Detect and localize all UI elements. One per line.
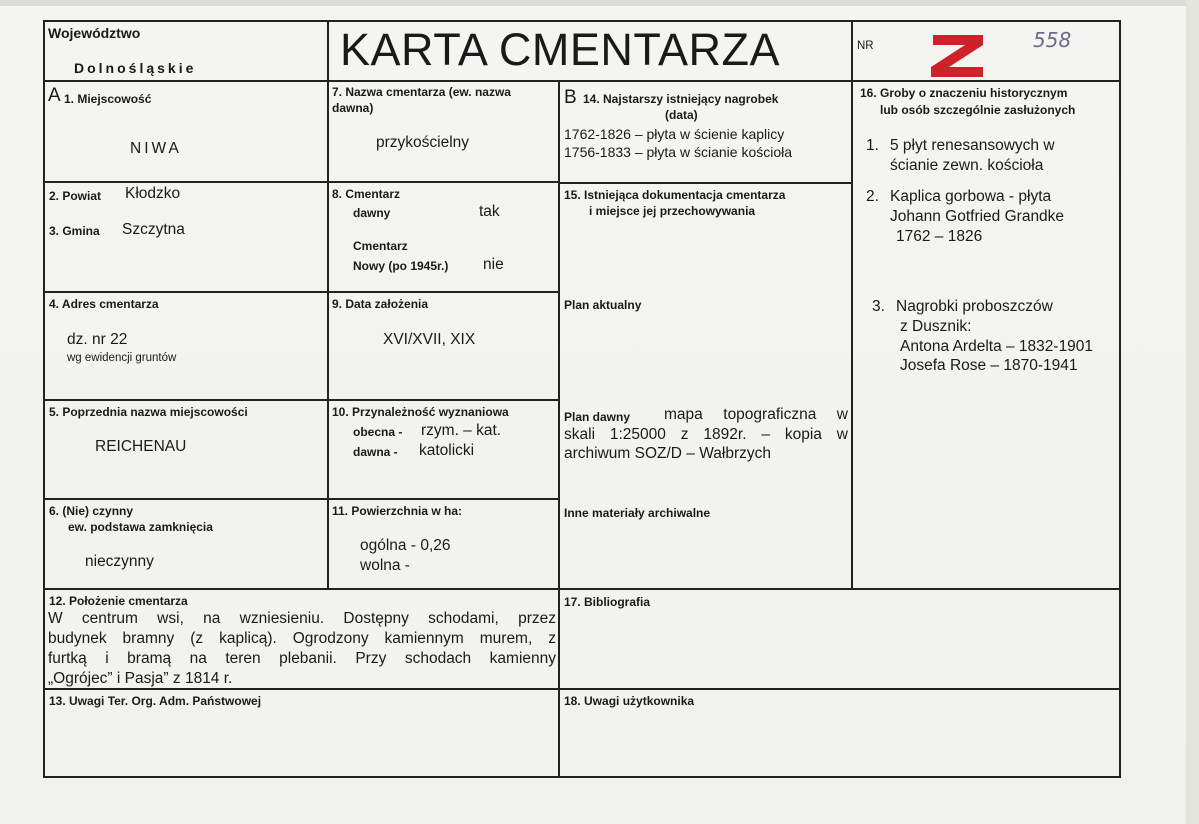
divider-a3 [43,399,558,401]
divider-a2 [43,291,558,293]
field-16-item1-number: 1. [866,137,879,154]
plan-dawny-line3: archiwum SOZ/D – Wałbrzych [564,445,771,462]
field-2-label: 2. Powiat [49,189,102,203]
field-16-item3-line3: Antona Ardelta – 1832-1901 [900,338,1094,355]
field-14-line2: 1756-1833 – płyta w ścianie kościoła [564,144,793,160]
scan-right-edge [1186,0,1199,824]
field-10-label: 10. Przynależność wyznaniowa [332,405,509,419]
field-4-label: 4. Adres cmentarza [49,297,159,311]
field-16-label-line2: lub osób szczególnie zasłużonych [880,103,1076,117]
divider-section12 [43,588,1121,590]
field-11-ogolna: ogólna - 0,26 [360,537,451,554]
column-divider-2 [558,80,560,778]
divider-b1 [558,182,852,184]
section-letter-b: B [564,87,577,108]
field-16-item2-number: 2. [866,188,879,205]
field-16-item1-line2: ścianie zewn. kościoła [890,157,1044,174]
scan-top-edge [0,0,1199,6]
field-3-label: 3. Gmina [49,224,100,238]
section-letter-a: A [48,85,61,106]
field-4-value: dz. nr 22 [67,331,128,348]
field-7-label-line2: dawna) [332,101,374,115]
page-title: KARTA CMENTARZA [340,24,781,75]
field-6-value: nieczynny [85,553,154,570]
field-18-label: 18. Uwagi użytkownika [564,694,695,708]
inne-materialy-label: Inne materiały archiwalne [564,506,711,520]
field-16-label-line1: 16. Groby o znaczeniu historycznym [860,86,1068,100]
plan-aktualny-label: Plan aktualny [564,298,642,312]
field-10-dawna-label: dawna - [353,445,398,459]
field-12-text [48,609,556,689]
field-10-obecna-value: rzym. – kat. [421,422,502,439]
field-4-note: wg ewidencji gruntów [67,352,177,364]
field-14-label-line1: 14. Najstarszy istniejący nagrobek [583,92,779,106]
field-16-item3-number: 3. [872,298,885,315]
field-2-value: Kłodzko [125,185,181,202]
field-9-value: XVI/XVII, XIX [383,331,476,348]
handwritten-number: 558 [1033,28,1072,52]
field-10-obecna-label: obecna - [353,425,403,439]
divider-a4 [43,498,558,500]
column-divider-1 [327,20,329,588]
field-16-item3-line4: Josefa Rose – 1870-1941 [900,357,1078,374]
plan-dawny-line2: skali 1:25000 z 1892r. – kopia w [564,426,848,443]
field-12-line: budynek bramny (z kaplicą). Ogrodzony kamiennym murem, z [48,630,556,647]
field-8-nowy-label-line2: Nowy (po 1945r.) [353,259,449,273]
column-divider-3 [851,20,853,588]
field-15-label-line1: 15. Istniejąca dokumentacja cmentarza [564,188,786,202]
field-8-dawny-label: dawny [353,206,391,220]
field-8-label: 8. Cmentarz [332,187,401,201]
plan-dawny-line1: mapa topograficzna w [664,406,848,423]
field-15-label-line2: i miejsce jej przechowywania [589,204,756,218]
field-12-line: W centrum wsi, na wzniesieniu. Dostępny schodami, przez [48,610,556,627]
field-6-label-line1: 6. (Nie) czynny [49,504,134,518]
field-16-item1-line1: 5 płyt renesansowych w [890,137,1055,154]
field-16-item3-line2: z Dusznik: [900,318,972,335]
field-10-dawna-value: katolicki [419,442,475,459]
field-1-label: 1. Miejscowość [64,92,152,106]
nr-label: NR [857,40,874,52]
field-12-label: 12. Położenie cmentarza [49,594,188,608]
divider-a1 [43,181,558,183]
field-1-value: NIWA [130,140,182,157]
field-16-item2-line2: Johann Gotfried Grandke [890,208,1065,225]
field-11-wolna: wolna - [360,557,410,574]
field-5-value: REICHENAU [95,438,187,455]
field-6-label-line2: ew. podstawa zamknięcia [68,520,213,534]
red-z-stamp [927,29,989,81]
field-3-value: Szczytna [122,221,185,238]
field-8-nowy-label-line1: Cmentarz [353,239,408,253]
wojewodztwo-value: Dolnośląskie [74,60,197,76]
field-16-item2-line3: 1762 – 1826 [896,228,983,245]
field-12-line: „Ogrójec” i Pasja” z 1814 r. [48,670,233,687]
field-16-item2-line1: Kaplica gorbowa - płyta [890,188,1052,205]
field-5-label: 5. Poprzednia nazwa miejscowości [49,405,248,419]
wojewodztwo-label: Województwo [48,25,141,41]
field-12-line: furtką i bramą na teren plebanii. Przy schodach kamienny [48,650,556,667]
field-11-label: 11. Powierzchnia w ha: [332,504,463,518]
field-8-nowy-value: nie [483,256,504,273]
field-7-label-line1: 7. Nazwa cmentarza (ew. nazwa [332,85,511,99]
stamp-svg [927,29,989,81]
field-16-item3-line1: Nagrobki proboszczów [896,298,1053,315]
field-8-dawny-value: tak [479,203,500,220]
field-14-line1: 1762-1826 – płyta w ścienie kaplicy [564,126,785,142]
field-7-value: przykościelny [376,134,470,151]
field-17-label: 17. Bibliografia [564,595,651,609]
field-14-label-line2: (data) [665,108,698,122]
field-13-label: 13. Uwagi Ter. Org. Adm. Państwowej [49,694,262,708]
plan-dawny-label: Plan dawny [564,410,631,424]
field-9-label: 9. Data założenia [332,297,429,311]
